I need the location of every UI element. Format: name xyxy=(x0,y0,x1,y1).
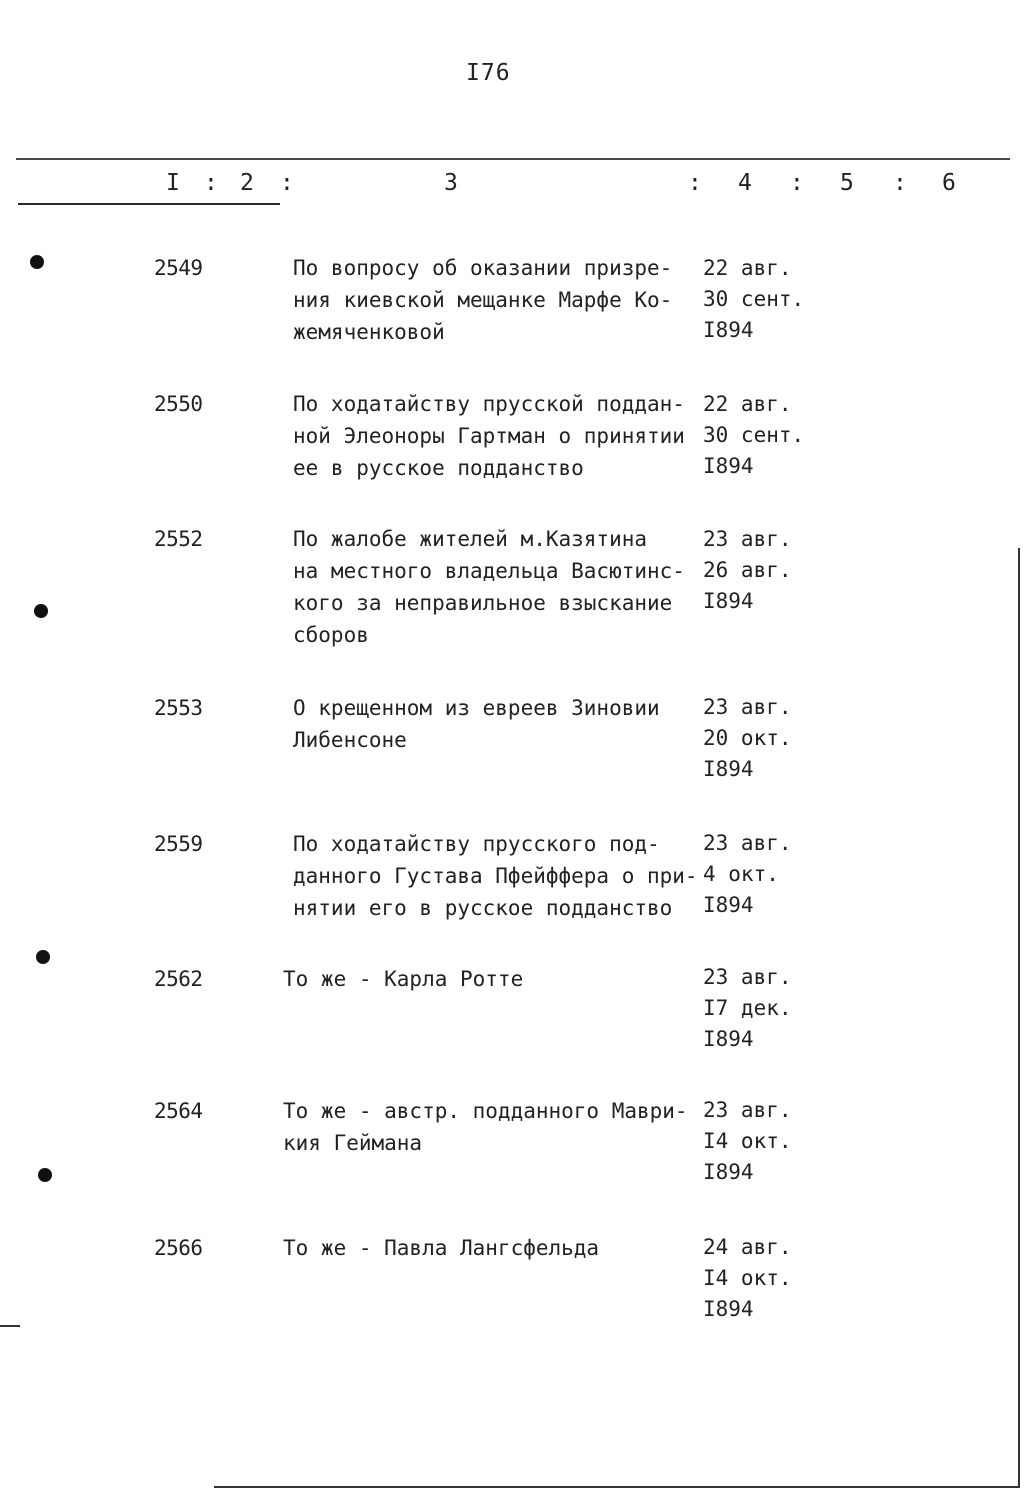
column-separator: : xyxy=(790,170,804,196)
case-description: По вопросу об оказании призре- ния киевской мещанке Марфе Ко- жемяченковой xyxy=(293,256,673,344)
case-dates: 23 авг. I7 дек. I894 xyxy=(703,965,792,1051)
case-description: По ходатайству прусского под- данного Густава Пфейффера о при- нятии его в русское подданство xyxy=(293,832,698,920)
case-dates: 22 авг. 30 сент. I894 xyxy=(703,256,805,342)
case-number: 2564 xyxy=(154,1099,203,1123)
punch-hole xyxy=(38,1168,52,1182)
table-top-rule xyxy=(16,158,1010,160)
case-dates: 22 авг. 30 сент. I894 xyxy=(703,392,805,478)
column-separator: : xyxy=(280,170,294,196)
case-description: То же - австр. подданного Маври- кия Геймана xyxy=(283,1099,688,1155)
column-header-2: 2 xyxy=(240,170,254,196)
case-dates: 23 авг. 4 окт. I894 xyxy=(703,831,792,917)
case-number: 2553 xyxy=(154,696,203,720)
column-header-1: I xyxy=(166,170,180,196)
column-header-4: 4 xyxy=(738,170,752,196)
case-description: То же - Павла Лангсфельда xyxy=(283,1236,600,1260)
page-edge-right xyxy=(1018,548,1020,1488)
case-description: По ходатайству прусской поддан- ной Элеоноры Гартман о принятии ее в русское подданство xyxy=(293,392,685,480)
column-separator: : xyxy=(688,170,702,196)
case-number: 2559 xyxy=(154,832,203,856)
case-description: По жалобе жителей м.Казятина на местного владельца Васютинс- кого за неправильное взыскание сборов xyxy=(293,527,685,647)
punch-hole xyxy=(34,604,48,618)
punch-hole xyxy=(36,950,50,964)
punch-hole xyxy=(30,255,44,269)
column-header-3: 3 xyxy=(444,170,458,196)
case-number: 2562 xyxy=(154,967,203,991)
case-number: 2550 xyxy=(154,392,203,416)
case-dates: 23 авг. 26 авг. I894 xyxy=(703,527,792,613)
column-separator: : xyxy=(204,170,218,196)
header-underline xyxy=(18,203,280,205)
column-separator: : xyxy=(893,170,907,196)
case-description: То же - Карла Ротте xyxy=(283,967,524,991)
case-dates: 23 авг. 20 окт. I894 xyxy=(703,695,792,781)
page-edge-bottom xyxy=(214,1486,1020,1488)
column-header-5: 5 xyxy=(840,170,854,196)
case-dates: 24 авг. I4 окт. I894 xyxy=(703,1235,792,1321)
column-header-6: 6 xyxy=(942,170,956,196)
case-description: О крещенном из евреев Зиновии Либенсоне xyxy=(293,696,660,752)
case-dates: 23 авг. I4 окт. I894 xyxy=(703,1098,792,1184)
page-number: I76 xyxy=(466,60,511,86)
margin-mark xyxy=(0,1325,20,1327)
case-number: 2549 xyxy=(154,256,203,280)
case-number: 2552 xyxy=(154,527,203,551)
case-number: 2566 xyxy=(154,1236,203,1260)
